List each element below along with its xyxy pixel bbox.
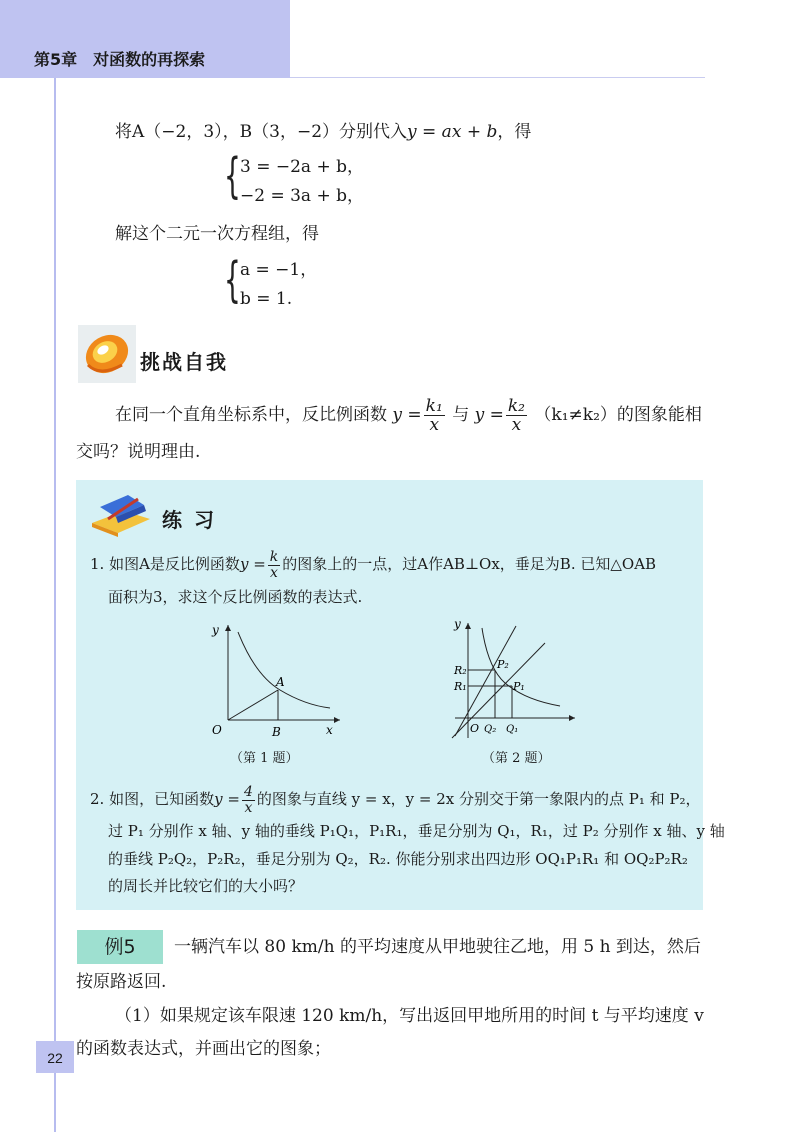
text-span: 如图，已知函数 <box>109 790 215 808</box>
numerator: k₁ <box>425 396 443 416</box>
system-brace-2: { <box>224 252 241 308</box>
header-rule <box>290 77 705 78</box>
denominator: x <box>511 415 522 435</box>
denominator: x <box>429 415 440 435</box>
figure-1-caption: （第 1 题） <box>230 751 299 766</box>
text-span: 在同一个直角坐标系中，反比例函数 <box>115 405 387 425</box>
question-number: 2. <box>90 790 105 808</box>
q2-line-3: 的垂线 P₂Q₂，P₂R₂，垂足分别为 Q₂，R₂. 你能分别求出四边形 OQ₁P₁R₁ 和 OQ₂P₂R₂ <box>108 850 688 868</box>
text-span: 如图A是反比例函数 <box>109 555 240 573</box>
system2-eq2: b = 1. <box>240 289 293 309</box>
margin-rule <box>54 78 56 1132</box>
question-number: 1. <box>90 555 105 573</box>
solve-text: 解这个二元一次方程组，得 <box>115 224 319 244</box>
example-badge: 例5 <box>77 930 163 964</box>
system-brace-1: { <box>224 148 241 204</box>
challenge-line-2: 交吗？说明理由. <box>76 442 201 462</box>
practice-title: 练习 <box>162 508 226 532</box>
fig2-q1-label: Q₁ <box>506 724 519 735</box>
system1-eq1: 3 = −2a + b， <box>240 157 364 177</box>
fig2-y-label: y <box>454 618 461 631</box>
fig1-o-label: O <box>212 723 222 737</box>
fig1-a-label: A <box>276 675 285 689</box>
text-span: 分别代入 <box>339 122 408 142</box>
figure-2-caption: （第 2 题） <box>482 751 551 766</box>
figure-1 <box>200 620 350 740</box>
numerator: k₂ <box>507 396 525 416</box>
fig2-p1-label: P₁ <box>513 680 525 693</box>
text-span: ，得 <box>497 122 532 142</box>
text-span: （k₁≠k₂）的图象能相 <box>534 405 702 425</box>
fig1-x-label: x <box>326 723 333 737</box>
q2-line-4: 的周长并比较它们的大小吗？ <box>108 877 304 895</box>
fig2-q2-label: Q₂ <box>484 724 497 735</box>
text-span: 将 <box>115 122 132 142</box>
text-span: 的图象与直线 y = x，y = 2x 分别交于第一象限内的点 P₁ 和 P₂， <box>256 790 701 808</box>
text-span: 与 <box>452 405 470 425</box>
fig1-b-label: B <box>272 725 281 739</box>
challenge-line-1: 在同一个直角坐标系中，反比例函数 y = $\frac{\text{k₁}}{x}$ 与 y = $\frac{\text{k₂}}{x}$ （k₁≠k₂）的图象能相 <box>115 396 702 435</box>
denominator: x <box>244 799 253 816</box>
denominator: x <box>270 564 278 581</box>
system1-eq2: −2 = 3a + b， <box>240 186 364 206</box>
numerator: 4 <box>243 783 253 800</box>
numerator: k <box>269 548 279 565</box>
book-pencil-icon <box>88 489 154 539</box>
example-line-2: 按原路返回. <box>76 972 167 992</box>
q2-line-2: 过 P₁ 分别作 x 轴、y 轴的垂线 P₁Q₁，P₁R₁，垂足分别为 Q₁，R₁，过 P₂ 分别作 x 轴、y 轴 <box>108 822 725 840</box>
orange-swirl-icon <box>78 325 136 383</box>
fraction-k2-x <box>506 397 527 434</box>
point-a: A（−2，3）， <box>132 122 240 142</box>
fraction-k1-x <box>424 397 445 434</box>
example-line-3: （1）如果规定该车限速 120 km/h，写出返回甲地所用的时间 t 与平均速度 v <box>115 1006 704 1026</box>
example-line-4: 的函数表达式，并画出它的图象； <box>76 1039 331 1059</box>
fig1-y-label: y <box>212 623 219 637</box>
q1-line-1: 1. 如图A是反比例函数y = $\frac{k}{x}$ 的图象上的一点，过A作AB⊥Ox，垂足为B. 已知△OAB <box>90 548 657 581</box>
fig2-o-label: O <box>470 722 480 735</box>
page-number: 22 <box>36 1041 74 1073</box>
fraction-4-x <box>242 785 255 816</box>
figure-2 <box>450 618 580 746</box>
equation: y = ax + b <box>407 122 498 142</box>
challenge-title: 挑战自我 <box>140 350 228 374</box>
fig2-p2-label: P₂ <box>497 658 509 671</box>
chapter-title: 第5章 对函数的再探索 <box>34 50 206 69</box>
text-span: 的图象上的一点，过A作AB⊥Ox，垂足为B. 已知△OAB <box>282 555 657 573</box>
q2-line-1: 2. 如图，已知函数y = $\frac{4}{x}$ 的图象与直线 y = x，y = 2x 分别交于第一象限内的点 P₁ 和 P₂， <box>90 783 701 816</box>
fig2-r2-label: R₂ <box>454 664 467 677</box>
point-b: B（3，−2） <box>239 122 340 142</box>
example-line-1: 一辆汽车以 80 km/h 的平均速度从甲地驶往乙地，用 5 h 到达，然后 <box>174 937 701 957</box>
practice-box <box>76 480 703 910</box>
q1-line-2: 面积为3，求这个反比例函数的表达式. <box>108 588 363 606</box>
system2-eq1: a = −1， <box>240 260 318 280</box>
fig2-r1-label: R₁ <box>454 680 467 693</box>
fraction-k-x <box>268 550 280 581</box>
substitution-line <box>115 120 531 144</box>
